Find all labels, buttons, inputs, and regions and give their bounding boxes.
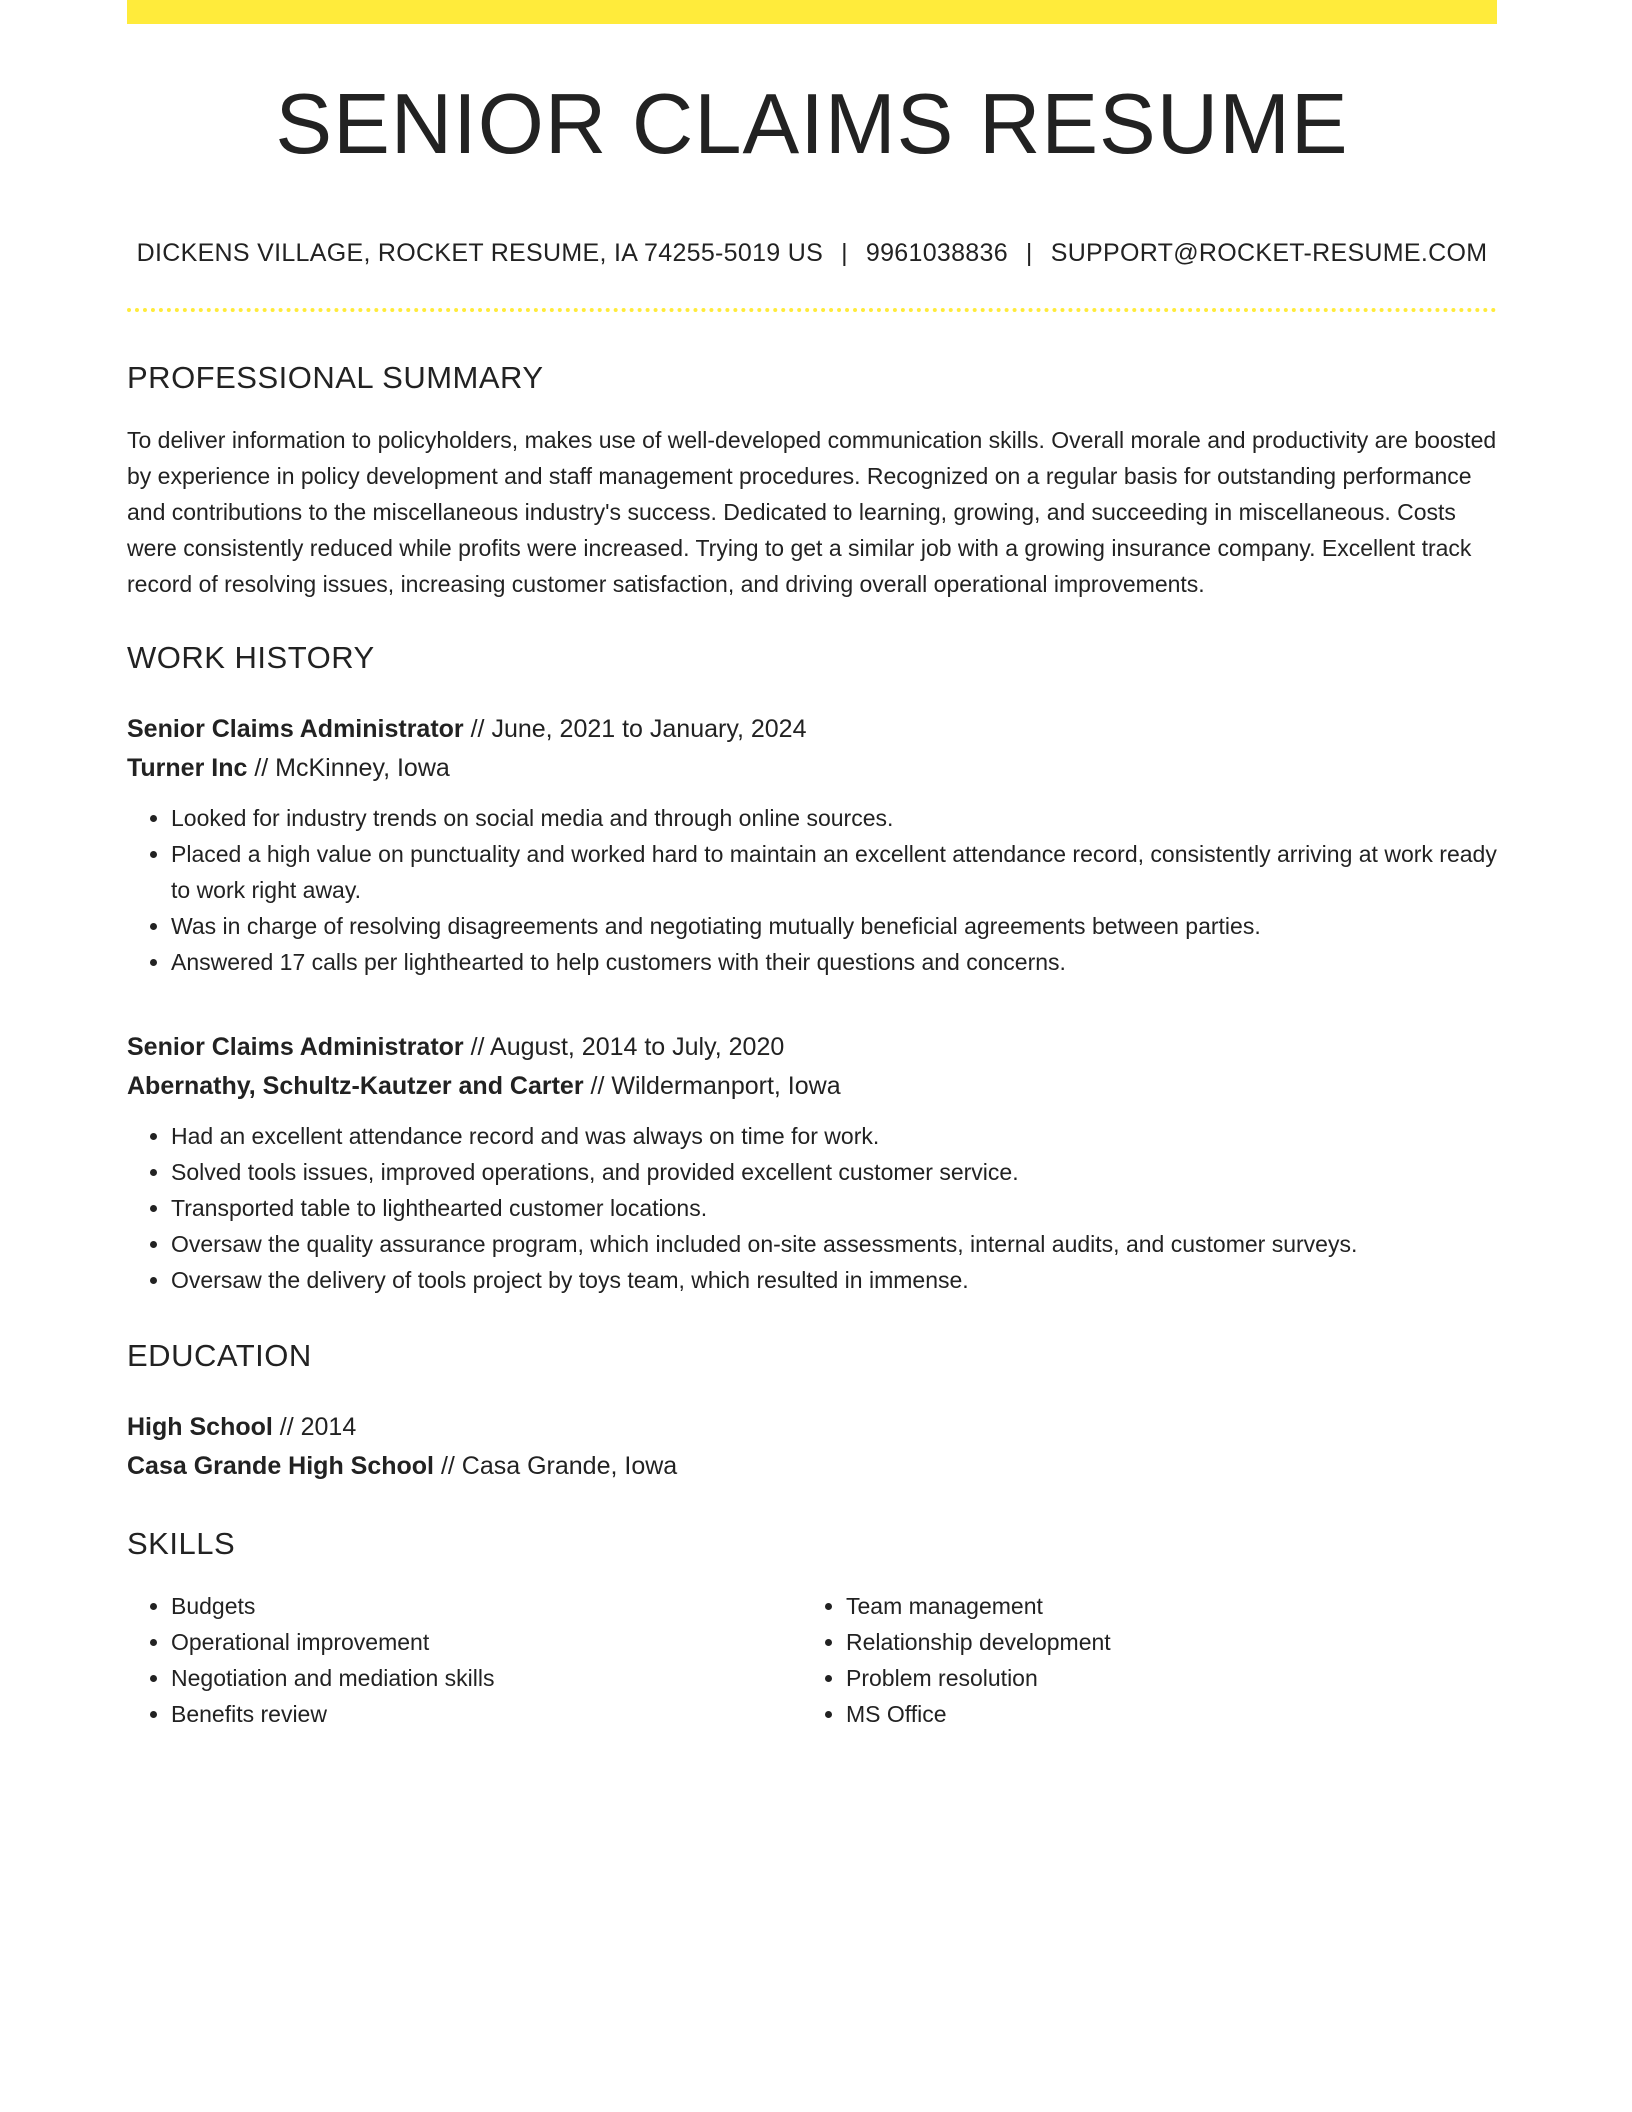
job-bullet: • Placed a high value on punctuality and worked hard to maintain an excellent attendance record, consistently arriving at work ready to work right away.	[171, 836, 1497, 908]
contact-separator: |	[841, 239, 848, 267]
skill-item: • Negotiation and mediation skills	[171, 1660, 802, 1696]
education-school-line	[127, 1447, 1497, 1486]
job-bullet: • Transported table to lighthearted customer locations.	[171, 1190, 1497, 1226]
job-dates: // August, 2014 to July, 2020	[463, 1033, 785, 1061]
job-location: // Wildermanport, Iowa	[583, 1072, 841, 1100]
job-company: Abernathy, Schultz-Kautzer and Carter	[127, 1072, 584, 1100]
job-entry	[127, 1028, 1497, 1298]
contact-separator: |	[1025, 239, 1033, 267]
education-location: // Casa Grande, Iowa	[434, 1452, 678, 1480]
job-bullet: • Oversaw the delivery of tools project by toys team, which resulted in immense.	[171, 1262, 1497, 1298]
work-history-heading: WORK HISTORY	[127, 640, 375, 675]
contact-address: DICKENS VILLAGE, ROCKET RESUME, IA 74255-5019 US	[136, 239, 824, 267]
education-year: // 2014	[272, 1413, 357, 1441]
job-role-line	[127, 710, 1497, 749]
education-degree-line	[127, 1408, 1497, 1447]
skill-item: • Budgets	[171, 1588, 802, 1624]
job-company: Turner Inc	[127, 754, 248, 782]
skill-item: • MS Office	[846, 1696, 1477, 1732]
skill-item: • Relationship development	[846, 1624, 1477, 1660]
summary-text: To deliver information to policyholders, makes use of well-developed communication skills. Overall morale and productivity are boosted by experience in policy development and staff management procedures. Recognized on a regular basis for outstanding performance and contributions to the miscellaneous industry's success. Dedicated to learning, growing, and succeeding in miscellaneous. Costs were consistently reduced while profits were increased. Trying to get a similar job with a growing insurance company. Excellent track record of resolving issues, increasing customer satisfaction, and driving overall operational improvements.	[127, 427, 1497, 597]
job-bullet: • Answered 17 calls per lighthearted to help customers with their questions and concerns.	[171, 944, 1497, 980]
job-bullet: • Looked for industry trends on social media and through online sources.	[171, 800, 1497, 836]
education-school: Casa Grande High School	[127, 1452, 435, 1480]
resume-title: SENIOR CLAIMS RESUME	[275, 77, 1349, 172]
job-bullets	[127, 800, 1497, 980]
skill-item: • Operational improvement	[171, 1624, 802, 1660]
job-role: Senior Claims Administrator	[127, 1033, 464, 1061]
job-bullets	[127, 1118, 1497, 1298]
resume-page	[127, 0, 1497, 1732]
skill-item: • Problem resolution	[846, 1660, 1477, 1696]
contact-line	[127, 239, 1497, 268]
job-entry	[127, 710, 1497, 980]
job-company-line	[127, 749, 1497, 788]
job-dates: // June, 2021 to January, 2024	[463, 715, 807, 743]
job-bullet: • Was in charge of resolving disagreements and negotiating mutually beneficial agreements between parties.	[171, 908, 1497, 944]
skill-item: • Benefits review	[171, 1696, 802, 1732]
skills-heading: SKILLS	[127, 1526, 236, 1561]
education-heading: EDUCATION	[127, 1338, 312, 1373]
job-location: // McKinney, Iowa	[247, 754, 450, 782]
job-role-line	[127, 1028, 1497, 1067]
dotted-divider	[127, 308, 1497, 312]
education-entry	[127, 1408, 1497, 1486]
job-company-line	[127, 1067, 1497, 1106]
job-bullet: • Oversaw the quality assurance program, which included on-site assessments, internal audits, and customer surveys.	[171, 1226, 1497, 1262]
skills-columns	[127, 1588, 1497, 1732]
education-degree: High School	[127, 1413, 273, 1441]
job-bullet: • Had an excellent attendance record and was always on time for work.	[171, 1118, 1497, 1154]
skills-list-left	[127, 1588, 802, 1732]
job-bullet: • Solved tools issues, improved operations, and provided excellent customer service.	[171, 1154, 1497, 1190]
accent-bar	[127, 0, 1497, 24]
job-role: Senior Claims Administrator	[127, 715, 464, 743]
skill-item: • Team management	[846, 1588, 1477, 1624]
summary-heading: PROFESSIONAL SUMMARY	[127, 360, 544, 395]
contact-email: SUPPORT@ROCKET-RESUME.COM	[1050, 239, 1488, 267]
skills-list-right	[802, 1588, 1477, 1732]
contact-phone: 9961038836	[865, 239, 1008, 267]
